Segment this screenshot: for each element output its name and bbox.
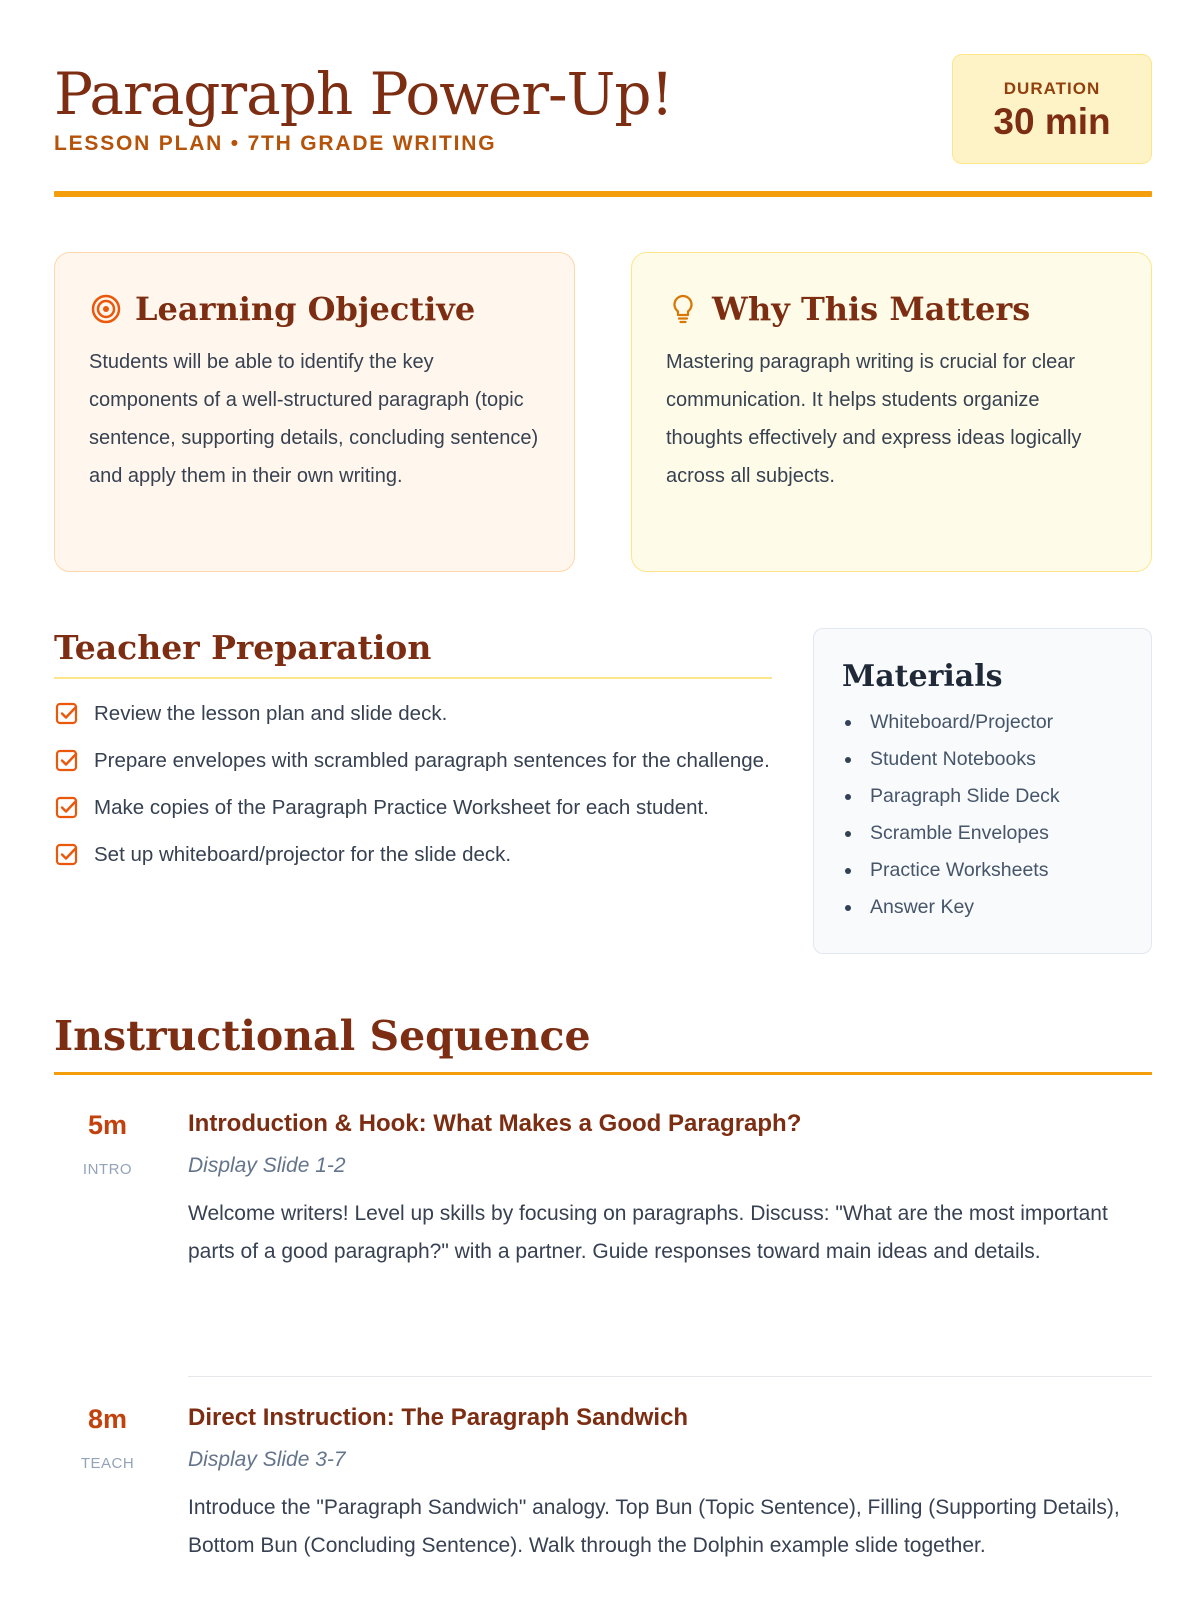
materials-list: [842, 704, 1123, 926]
step-title: Direct Instruction: The Paragraph Sandwich: [188, 1404, 689, 1431]
page-header: [54, 54, 1152, 198]
learning-objective-header: [89, 287, 540, 331]
checklist-item-label: Review the lesson plan and slide deck.: [94, 702, 448, 725]
checklist-item: [54, 791, 772, 825]
instructional-sequence-divider: [54, 1072, 1152, 1075]
step-timing: [54, 1401, 161, 1472]
learning-objective-text: Students will be able to identify the key components of a well-structured paragraph (topic sentence, supporting details, concluding sentence) and apply them in their own writing.: [89, 351, 539, 487]
why-this-matters-title: Why This Matters: [712, 290, 1031, 328]
duration-badge: [952, 54, 1152, 164]
why-this-matters-header: [666, 287, 1117, 331]
step-phase: INTRO: [82, 1161, 133, 1178]
duration-label: DURATION: [1003, 79, 1101, 98]
step-divider: [188, 1376, 1152, 1377]
checkbox-checked-icon: [54, 842, 80, 868]
step-body: [188, 1401, 1152, 1565]
step-slide-reference: Display Slide 1-2: [188, 1154, 346, 1177]
step-slide-reference: Display Slide 3-7: [188, 1448, 346, 1471]
teacher-preparation-section: [54, 628, 772, 885]
learning-objective-title: Learning Objective: [135, 290, 476, 328]
materials-item: Practice Worksheets: [842, 852, 1123, 889]
materials-item: Answer Key: [842, 889, 1123, 926]
materials-item: Whiteboard/Projector: [842, 704, 1123, 741]
step-duration: 5m: [87, 1110, 128, 1140]
instructional-sequence-title: Instructional Sequence: [54, 1012, 591, 1060]
checklist-item: [54, 697, 772, 731]
sequence-step: [54, 1107, 1152, 1377]
step-body: [188, 1107, 1152, 1271]
sequence-step: [54, 1401, 1152, 1565]
materials-title: Materials: [842, 659, 1003, 694]
target-icon: [89, 292, 123, 326]
lightbulb-icon: [666, 292, 700, 326]
header-divider: [54, 191, 1152, 197]
preparation-checklist: [54, 697, 772, 872]
checklist-item: [54, 838, 772, 872]
checklist-item-label: Prepare envelopes with scrambled paragraph sentences for the challenge.: [94, 749, 770, 772]
step-duration: 8m: [87, 1404, 128, 1434]
teacher-preparation-title: Teacher Preparation: [54, 628, 432, 667]
checklist-item-label: Set up whiteboard/projector for the slide deck.: [94, 843, 512, 866]
duration-value: 30 min: [993, 101, 1111, 142]
materials-item: Paragraph Slide Deck: [842, 778, 1123, 815]
page-title: Paragraph Power-Up!: [54, 60, 673, 128]
step-description: Introduce the "Paragraph Sandwich" analogy. Top Bun (Topic Sentence), Filling (Supporting Details), Bottom Bun (Concluding Sentence). Walk through the Dolphin example slide together.: [188, 1496, 1120, 1557]
checkbox-checked-icon: [54, 795, 80, 821]
step-description: Welcome writers! Level up skills by focusing on paragraphs. Discuss: "What are the most important parts of a good paragraph?" with a partner. Guide responses toward main ideas and details.: [188, 1202, 1108, 1263]
step-phase: TEACH: [80, 1455, 135, 1472]
materials-item: Student Notebooks: [842, 741, 1123, 778]
step-timing: [54, 1107, 161, 1178]
materials-item: Scramble Envelopes: [842, 815, 1123, 852]
step-title: Introduction & Hook: What Makes a Good Paragraph?: [188, 1110, 802, 1137]
why-this-matters-text: Mastering paragraph writing is crucial for clear communication. It helps students organize thoughts effectively and express ideas logically across all subjects.: [666, 351, 1082, 487]
learning-objective-card: [54, 252, 575, 572]
checklist-item-label: Make copies of the Paragraph Practice Worksheet for each student.: [94, 796, 709, 819]
materials-panel: [813, 628, 1152, 954]
checkbox-checked-icon: [54, 748, 80, 774]
teacher-preparation-divider: [54, 677, 772, 679]
why-this-matters-card: [631, 252, 1152, 572]
page-subtitle: LESSON PLAN • 7TH GRADE WRITING: [54, 132, 497, 155]
checklist-item: [54, 744, 772, 778]
checkbox-checked-icon: [54, 701, 80, 727]
instructional-sequence-section: [54, 1012, 1152, 1565]
